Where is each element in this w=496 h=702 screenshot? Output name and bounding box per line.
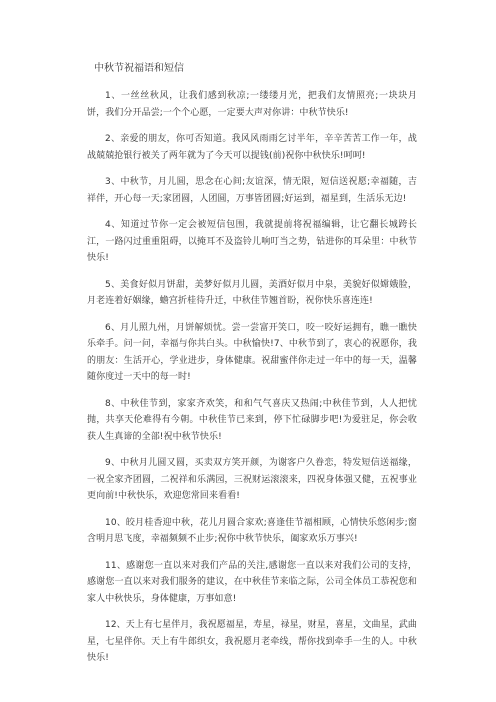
paragraph-11: 11、感谢您一直以来对我们产品的关注,感谢您一直以来对我们公司的支持，感谢您一直以来对我们服务的建议，在中秋佳节来临之际，公司全体员工恭祝您和家人中秋快乐，身体健康，万事如意! (87, 560, 417, 604)
document-body (87, 60, 417, 677)
paragraph-5: 5、美食好似月饼甜，美梦好似月儿圆，美酒好似月中泉，美貌好似嫦娥脸，月老连着好姻缘，蟾宫折桂待升迁，中秋佳节翘首盼，祝你快乐喜连连! (87, 279, 417, 306)
paragraph-10: 10、皎月桂香迎中秋，花儿月圆合家欢;喜逢佳节福相顾，心情快乐悠闲步;窗含明月思飞度，幸福频频不止步;祝你中秋节快乐，阖家欢乐万事兴! (87, 517, 417, 544)
paragraph-8: 8、中秋佳节到，家家齐欢笑，和和气气喜庆又热闹;中秋佳节到，人人把忧抛，共享天伦难得有今朝。中秋佳节已来到，停下忙碌脚步吧!为爱驻足，你会收获人生真谛的全部!祝中秋节快乐! (87, 398, 417, 442)
paragraph-4: 4、知道过节你一定会被短信包围，我就提前将祝福编辑，让它翻长城跨长江，一路闪过重重阻碍，以掩耳不及盗铃儿响叮当之势，钻进你的耳朵里：中秋节快乐! (87, 220, 417, 263)
paragraph-2: 2、亲爱的朋友，你可否知道。我风风雨雨乞讨半年，辛辛苦苦工作一年，战战兢兢抢银行被关了两年就为了今天可以提钱(前)祝你中秋快乐!呵呵! (87, 134, 417, 161)
paragraph-12: 12、天上有七星伴月，我祝愿福星，寿星，禄星，财星，喜星，文曲星，武曲星，七星伴你。天上有牛郎织女，我祝愿月老牵线，帮你找到牵手一生的人。中秋快乐! (87, 620, 417, 663)
paragraph-6: 6、月儿照九州，月饼解烦忧。尝一尝富开笑口，咬一咬好运拥有，瞧一瞧快乐牵手。问一问，幸福与你共白头。中秋愉快!7、中秋节到了，衷心的祝愿你，我的朋友：生活开心，学业进步，身体健康。祝甜蜜伴你走过一年中的每一天，温馨随你度过一天中的每一时! (87, 322, 417, 382)
document-title: 中秋节祝福语和短信 (94, 63, 184, 74)
paragraph-1: 1、一丝丝秋风，让我们感到秋凉;一缕缕月光，把我们友情照亮;一块块月饼，我们分开品尝;一个个心愿，一定要大声对你讲：中秋节快乐! (87, 91, 417, 118)
paragraph-3: 3、中秋节，月儿圆，思念在心间;友谊深，情无限，短信送祝愿;幸福随，吉祥伴，开心每一天;家团圆，人团圆，万事皆团圆;好运到，福星到，生活乐无边! (87, 177, 417, 204)
paragraph-9: 9、中秋月儿圆又圆，买卖双方笑开颜，为谢客户久眷恋，特发短信送福缘，一祝全家齐团圆，二祝祥和乐满园，三祝财运滚滚来，四祝身体强又健，五祝事业更向前!中秋快乐，欢迎您常回来看看! (87, 458, 417, 501)
